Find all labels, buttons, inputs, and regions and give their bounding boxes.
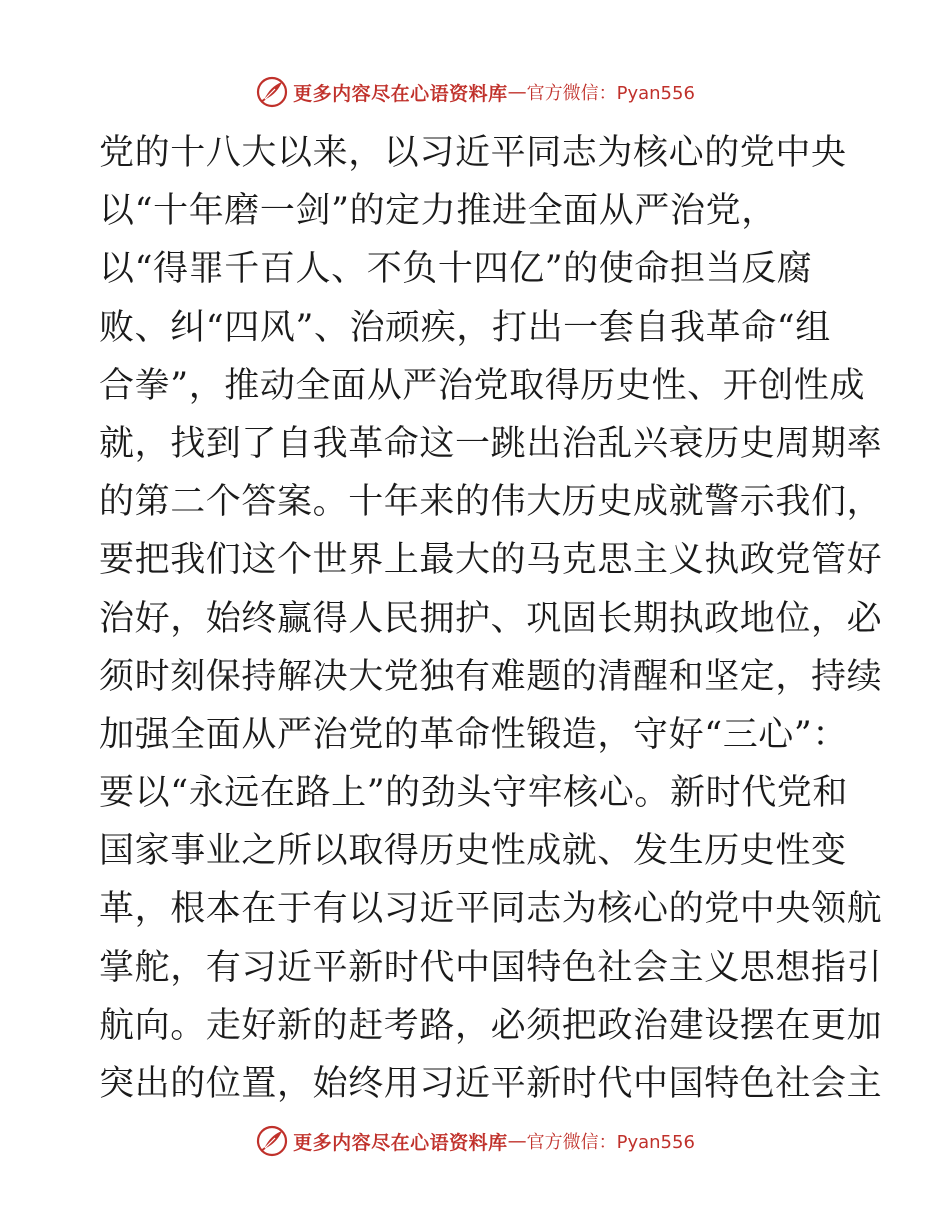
body-line: 的第二个答案。十年来的伟大历史成就警示我们， <box>99 482 883 523</box>
body-line: 就，找到了自我革命这一跳出治乱兴衰历史周期率 <box>99 423 883 464</box>
feather-pen-icon <box>255 75 289 109</box>
body-line: 要把我们这个世界上最大的马克思主义执政党管好 <box>99 540 883 581</box>
body-line: 党的十八大以来，以习近平同志为核心的党中央 <box>99 133 847 173</box>
body-line: 合拳”，推动全面从严治党取得历史性、开创性成 <box>99 365 866 406</box>
body-line: 加强全面从严治党的革命性锻造，守好“三心”： <box>99 714 848 755</box>
body-line: 以“十年磨一剑”的定力推进全面从严治党， <box>99 191 777 232</box>
watermark-wechat-text: 官方微信：Pyan556 <box>526 83 695 104</box>
body-line: 要以“永远在路上”的劲头守牢核心。新时代党和 <box>99 773 848 814</box>
footer-watermark <box>0 1121 950 1161</box>
body-line: 航向。走好新的赶考路，必须把政治建设摆在更加 <box>99 1005 883 1046</box>
watermark-wechat-text: 官方微信：Pyan556 <box>526 1132 695 1153</box>
feather-pen-icon <box>255 1124 289 1158</box>
watermark-dash: — <box>507 81 527 103</box>
body-line: 须时刻保持解决大党独有难题的清醒和坚定，持续 <box>99 656 883 697</box>
body-line: 革，根本在于有以习近平同志为核心的党中央领航 <box>99 889 883 930</box>
body-line: 败、纠“四风”、治顽疾，打出一套自我革命“组 <box>99 307 831 348</box>
watermark-main-text: 更多内容尽在心语资料库 <box>293 1131 508 1154</box>
body-line: 以“得罪千百人、不负十四亿”的使命担当反腐 <box>99 249 813 290</box>
watermark-dash: — <box>507 1130 527 1152</box>
body-line: 治好，始终赢得人民拥护、巩固长期执政地位，必 <box>99 598 883 639</box>
header-watermark <box>0 72 950 112</box>
body-line: 国家事业之所以取得历史性成就、发生历史性变 <box>99 831 847 872</box>
watermark-main-text: 更多内容尽在心语资料库 <box>293 82 508 105</box>
body-line: 突出的位置，始终用习近平新时代中国特色社会主 <box>99 1064 883 1104</box>
body-line: 掌舵，有习近平新时代中国特色社会主义思想指引 <box>99 947 883 988</box>
document-body <box>99 124 883 1113</box>
